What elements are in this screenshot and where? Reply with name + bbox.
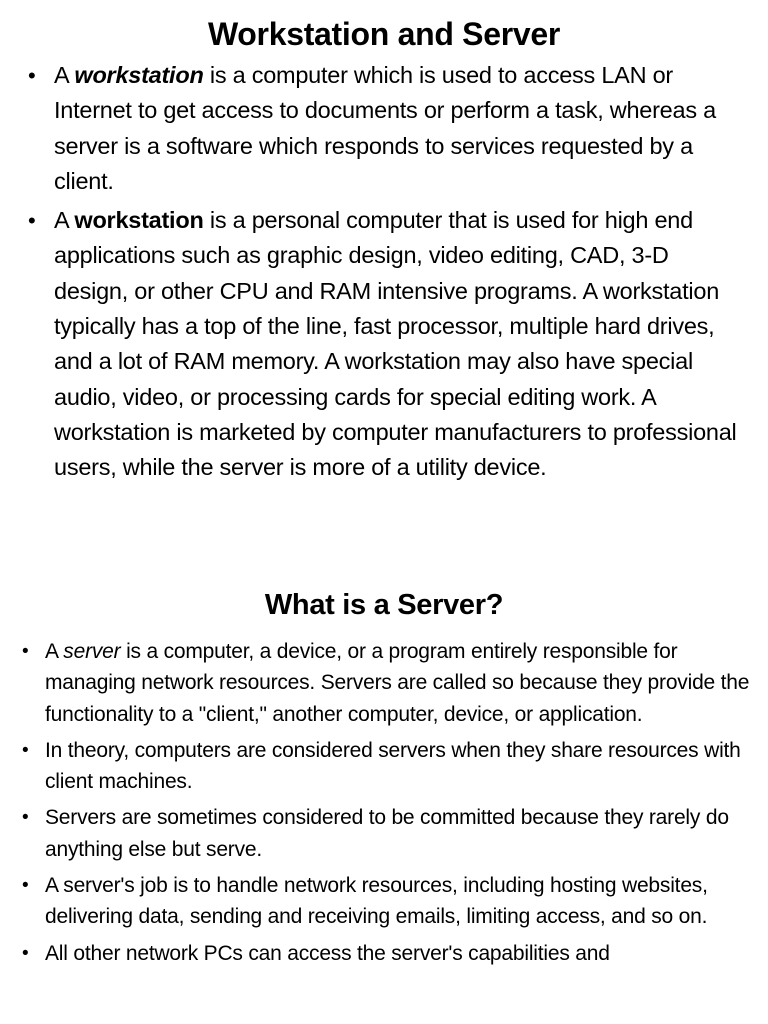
- emphasized-term: server: [63, 640, 121, 663]
- bullet-list: [0, 58, 768, 486]
- emphasized-term: workstation: [74, 207, 204, 234]
- bullet-icon: •: [28, 208, 36, 234]
- bullet-icon: •: [22, 739, 29, 761]
- list-item: • In theory, computers are considered servers when they share resources with client machines.: [0, 735, 768, 798]
- list-item: • A workstation is a computer which is used to access LAN or Internet to get access to documents or perform a task, whereas a server is a software which responds to services requested by a client.: [0, 58, 768, 199]
- list-item: • A workstation is a personal computer that is used for high end applications such as graphic design, video editing, CAD, 3-D design, or other CPU and RAM intensive programs. A workstation typically has a top of the line, fast processor, multiple hard drives, and a lot of RAM memory. A workstation may also have special audio, video, or processing cards for special editing work. A workstation is marketed by computer manufacturers to professional users, while the server is more of a utility device.: [0, 203, 768, 485]
- slide-title: What is a Server?: [264, 589, 504, 621]
- list-item: • All other network PCs can access the server's capabilities and: [0, 938, 768, 969]
- bullet-list: [0, 636, 768, 969]
- slide-title: Workstation and Server: [207, 16, 561, 52]
- bullet-icon: •: [22, 641, 29, 662]
- bullet-icon: •: [22, 875, 29, 897]
- bullet-icon: •: [22, 807, 29, 829]
- bullet-icon: •: [22, 942, 29, 964]
- slide-what-is-a-server: [0, 578, 768, 1024]
- list-item: • A server's job is to handle network resources, including hosting websites, delivering data, sending and receiving emails, limiting access, and so on.: [0, 870, 768, 933]
- list-item: • Servers are sometimes considered to be committed because they rarely do anything else but serve.: [0, 802, 768, 865]
- list-item: • A server is a computer, a device, or a program entirely responsible for managing network resources. Servers are called so because they provide the functionality to a "client," another computer, device, or application.: [0, 636, 768, 730]
- emphasized-term: workstation: [74, 62, 204, 88]
- bullet-icon: •: [28, 63, 36, 88]
